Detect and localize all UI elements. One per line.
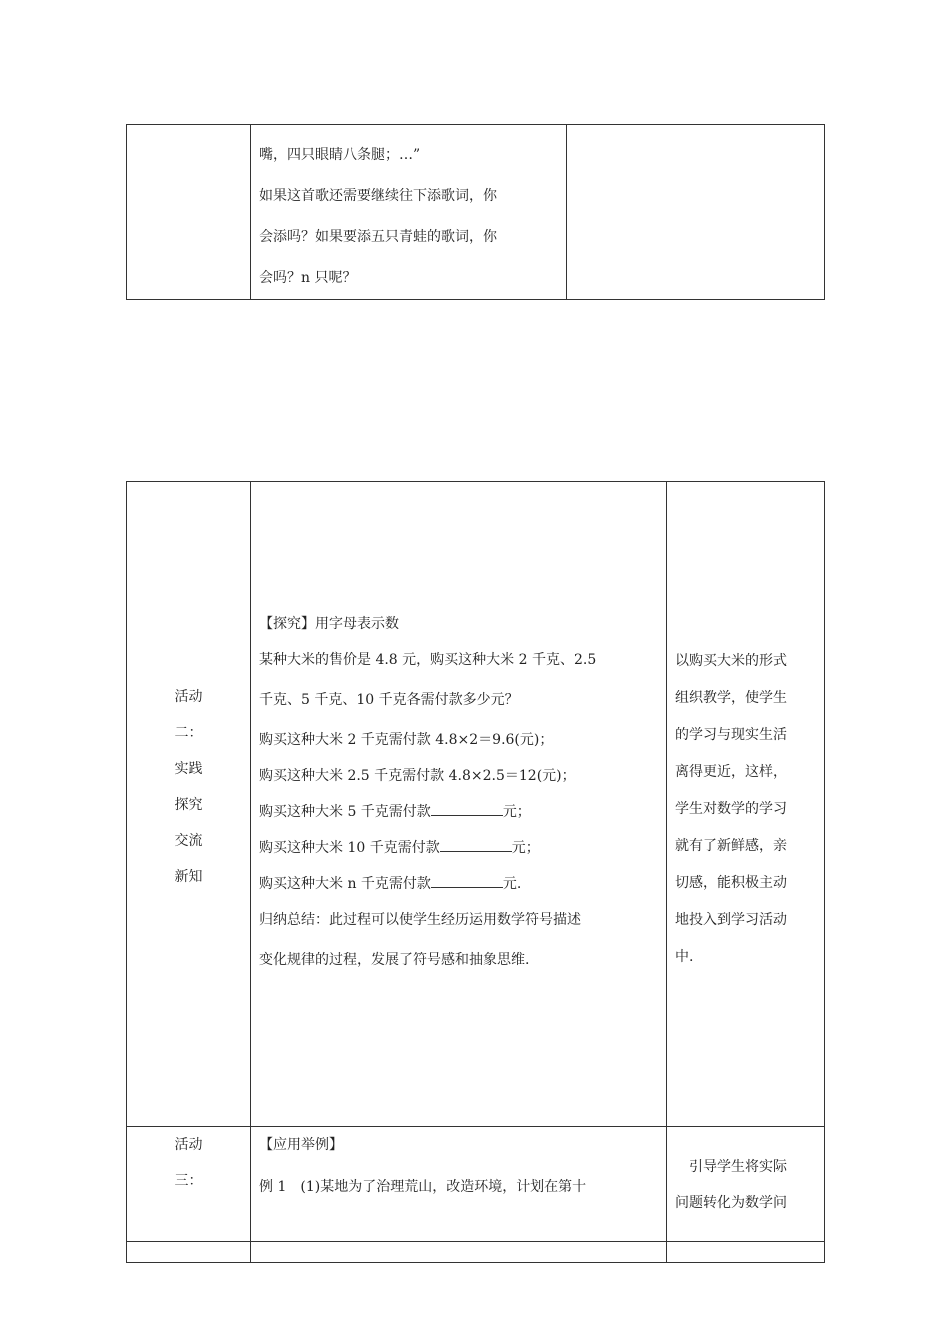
note-line: 引导学生将实际 (689, 1159, 787, 1175)
activity-label-line: 活动 (174, 1137, 203, 1153)
note-line: 问题转化为数学问 (675, 1195, 787, 1211)
summary-line: 归纳总结：此过程可以使学生经历运用数学符号描述 (259, 912, 581, 928)
activity-label-line: 实践 (174, 761, 203, 777)
note-line: 学生对数学的学习 (675, 801, 787, 817)
note-line: 切感，能积极主动 (675, 875, 787, 891)
answer-blank (431, 803, 503, 816)
teaching-note-cell (667, 1127, 825, 1242)
fill-blank-line (259, 830, 658, 866)
summary-line: 变化规律的过程，发展了符号感和抽象思维. (259, 952, 530, 968)
section-heading: 【应用举例】 (259, 1137, 343, 1153)
activity-label-line: 交流 (174, 833, 203, 849)
activity-label-line: 二： (174, 725, 203, 741)
blank-prefix: 购买这种大米 10 千克需付款 (259, 840, 440, 856)
blank-prefix: 购买这种大米 5 千克需付款 (259, 804, 431, 820)
table1-label-cell (127, 125, 251, 300)
lesson-table-3 (126, 1126, 825, 1242)
note-line: 中. (675, 949, 694, 965)
note-line: 组织教学，使学生 (675, 690, 787, 706)
table1-note-cell (567, 125, 825, 300)
note-line: 离得更近，这样， (675, 764, 787, 780)
problem-line: 某种大米的售价是 4.8 元，购买这种大米 2 千克、2.5 (259, 652, 597, 668)
blank-prefix: 购买这种大米 n 千克需付款 (259, 876, 431, 892)
blank-suffix: 元. (502, 876, 522, 892)
content-line: 会吗？n 只呢？ (259, 270, 357, 286)
content-line: 如果这首歌还需要继续往下添歌词，你 (259, 188, 497, 204)
blank-suffix: 元； (511, 840, 540, 856)
note-line: 以购买大米的形式 (675, 653, 787, 669)
problem-line: 千克、5 千克、10 千克各需付款多少元？ (259, 692, 519, 708)
note-line: 的学习与现实生活 (675, 727, 787, 743)
answer-blank (431, 875, 503, 888)
section-heading: 【探究】用字母表示数 (259, 616, 399, 632)
note-line: 就有了新鲜感，亲 (675, 838, 787, 854)
answer-blank (440, 839, 512, 852)
activity-label-line: 三： (174, 1173, 203, 1189)
calc-line: 购买这种大米 2.5 千克需付款 4.8×2.5＝12(元)； (259, 768, 576, 784)
content-line: 会添吗？如果要添五只青蛙的歌词，你 (259, 229, 497, 245)
fill-blank-line (259, 794, 658, 830)
content-line: 嘴，四只眼睛八条腿；…” (259, 147, 421, 163)
application-content-cell (251, 1127, 667, 1242)
table1-content-cell (251, 125, 567, 300)
activity-label-line: 活动 (174, 689, 203, 705)
activity-label-line: 新知 (174, 869, 203, 885)
calc-line: 购买这种大米 2 千克需付款 4.8×2＝9.6(元)； (259, 732, 554, 748)
fill-blank-line (259, 866, 658, 902)
activity-label-cell (127, 1127, 251, 1242)
activity-label-line: 探究 (174, 797, 203, 813)
lesson-table-1 (126, 124, 825, 300)
blank-suffix: 元； (502, 804, 531, 820)
example-line: 例 1 (1)某地为了治理荒山，改造环境，计划在第十 (259, 1179, 587, 1195)
note-line: 地投入到学习活动 (675, 912, 787, 928)
